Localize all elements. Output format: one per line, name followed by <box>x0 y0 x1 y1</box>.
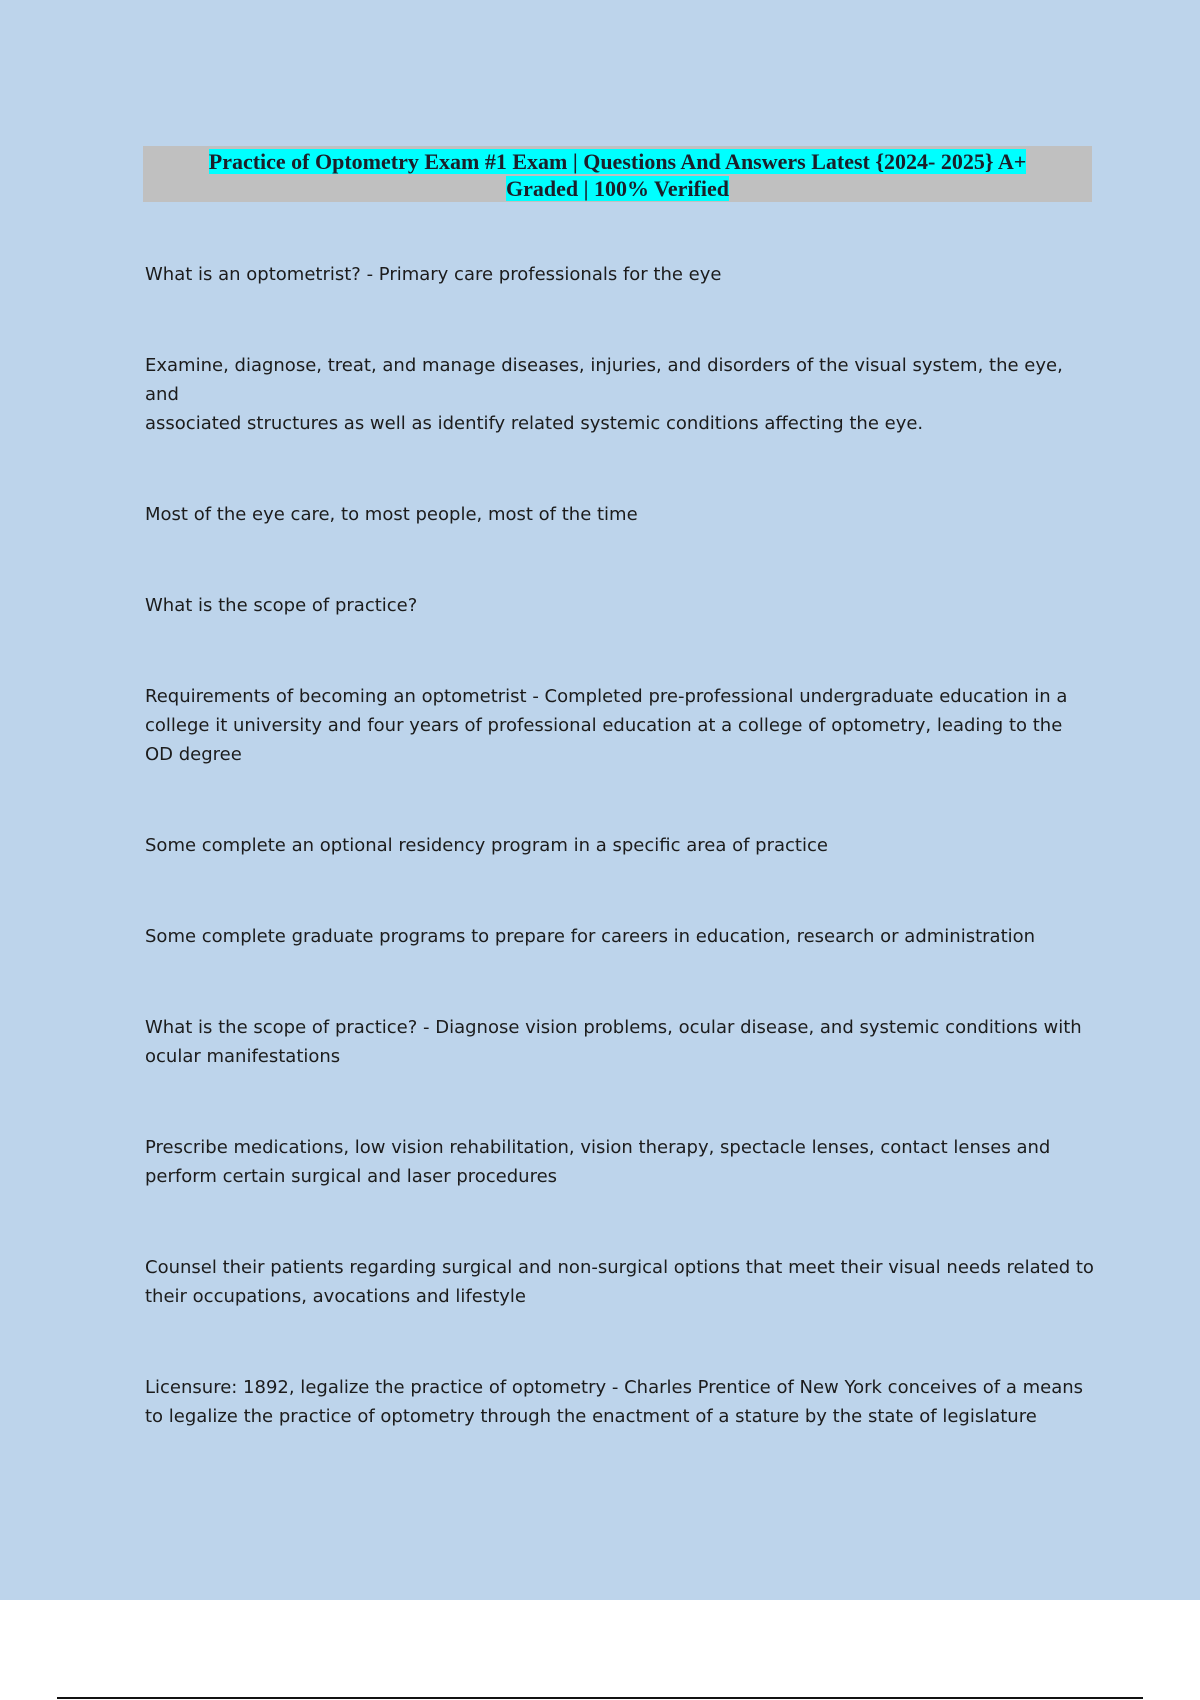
paragraph-3: Most of the eye care, to most people, most of the time <box>145 504 638 525</box>
paragraph-9: Prescribe medications, low vision rehabilitation, vision therapy, spectacle lenses, contact lenses and perform certain surgical and laser procedures <box>145 1137 1051 1187</box>
paragraph-4: What is the scope of practice? <box>145 595 418 616</box>
paragraph-7: Some complete graduate programs to prepare for careers in education, research or administration <box>145 926 1036 947</box>
title-line-1: Practice of Optometry Exam #1 Exam | Questions And Answers Latest {2024- 2025} A+ <box>208 149 1027 174</box>
paragraph-11: Licensure: 1892, legalize the practice of optometry - Charles Prentice of New York conceives of a means to legalize the practice of optometry through the enactment of a stature by the state of legislature <box>145 1377 1084 1427</box>
document-body <box>145 260 1095 1431</box>
paragraph-6: Some complete an optional residency program in a specific area of practice <box>145 835 828 856</box>
footer-divider <box>57 1697 1143 1699</box>
paragraph-1: What is an optometrist? - Primary care professionals for the eye <box>145 264 722 285</box>
title-line-2: Graded | 100% Verified <box>505 176 729 201</box>
paragraph-10: Counsel their patients regarding surgical and non-surgical options that meet their visual needs related to their occupations, avocations and lifestyle <box>145 1257 1094 1307</box>
paragraph-5: Requirements of becoming an optometrist - Completed pre-professional undergraduate education in a college it university and four years of professional education at a college of optometry, leading to the OD degree <box>145 686 1068 765</box>
paragraph-2: Examine, diagnose, treat, and manage diseases, injuries, and disorders of the visual system, the eye, and associated structures as well as identify related systemic conditions affecting the eye. <box>145 355 1063 434</box>
document-title <box>143 146 1092 202</box>
paragraph-8: What is the scope of practice? - Diagnose vision problems, ocular disease, and systemic conditions with ocular manifestations <box>145 1017 1082 1067</box>
